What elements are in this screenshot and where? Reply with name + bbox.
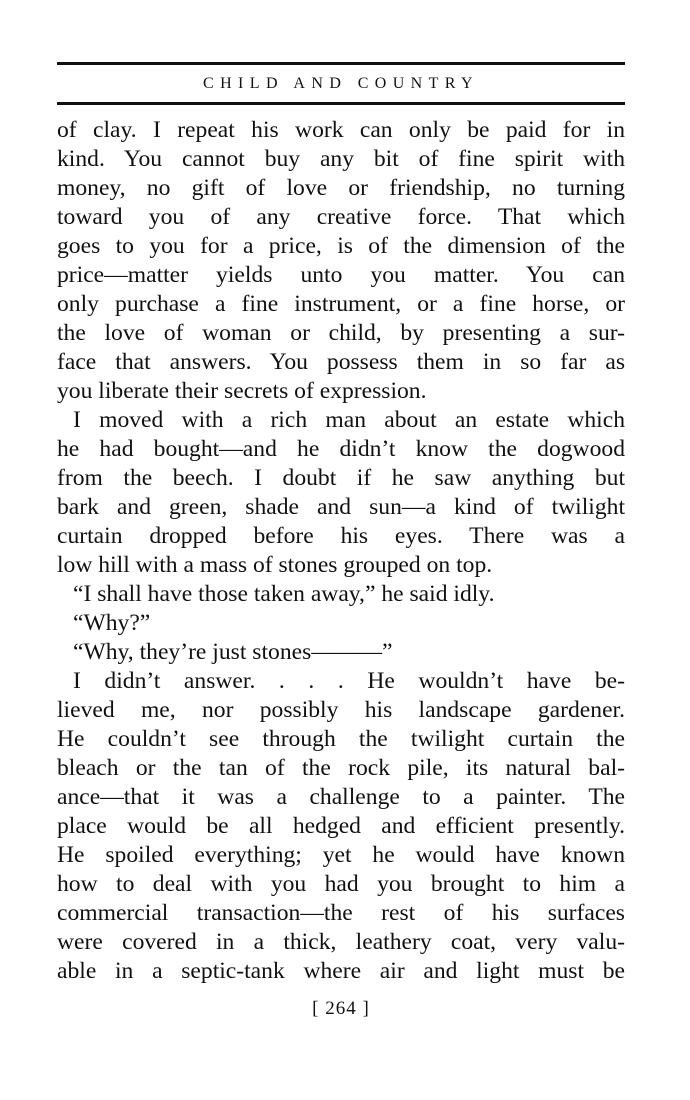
body-text	[57, 116, 625, 986]
header-rule-top	[57, 62, 625, 65]
text-line: “Why, they’re just stones———”	[73, 639, 393, 665]
text-line: curtain dropped before his eyes. There was a	[57, 523, 625, 549]
text-line: he had bought—and he didn’t know the dogwood	[57, 436, 625, 462]
text-line: I didn’t answer. . . . He wouldn’t have be-	[73, 668, 625, 694]
book-page	[57, 0, 625, 1100]
text-line: place would be all hedged and efficient presently.	[57, 813, 625, 839]
text-line: face that answers. You possess them in so far as	[57, 349, 625, 375]
text-line: ance—that it was a challenge to a painter. The	[57, 784, 625, 810]
text-line: of clay. I repeat his work can only be paid for in	[57, 117, 625, 143]
text-line: from the beech. I doubt if he saw anything but	[57, 465, 625, 491]
text-line: “I shall have those taken away,” he said idly.	[73, 581, 495, 607]
text-line: you liberate their secrets of expression.	[57, 378, 427, 404]
text-line: I moved with a rich man about an estate which	[73, 407, 625, 433]
text-line: price—matter yields unto you matter. You can	[57, 262, 625, 288]
text-line: only purchase a fine instrument, or a fine horse, or	[57, 291, 625, 317]
text-line: bark and green, shade and sun—a kind of twilight	[57, 494, 625, 520]
header-rule-bottom	[57, 102, 625, 105]
text-line: money, no gift of love or friendship, no turning	[57, 175, 625, 201]
page-number: [ 264 ]	[312, 998, 370, 1019]
text-line: the love of woman or child, by presenting a sur-	[57, 320, 625, 346]
text-line: lieved me, nor possibly his landscape gardener.	[57, 697, 625, 723]
running-head: CHILD AND COUNTRY	[203, 75, 479, 92]
text-line: He couldn’t see through the twilight curtain the	[57, 726, 625, 752]
text-line: toward you of any creative force. That which	[57, 204, 625, 230]
text-line: how to deal with you had you brought to him a	[57, 871, 625, 897]
text-line: “Why?”	[73, 610, 151, 636]
text-line: low hill with a mass of stones grouped on top.	[57, 552, 493, 578]
text-line: able in a septic-tank where air and light must be	[57, 958, 625, 984]
text-line: He spoiled everything; yet he would have known	[57, 842, 625, 868]
text-line: were covered in a thick, leathery coat, very valu-	[57, 929, 625, 955]
text-line: commercial transaction—the rest of his surfaces	[57, 900, 625, 926]
text-line: kind. You cannot buy any bit of fine spirit with	[57, 146, 625, 172]
text-line: bleach or the tan of the rock pile, its natural bal-	[57, 755, 625, 781]
text-line: goes to you for a price, is of the dimension of the	[57, 233, 625, 259]
